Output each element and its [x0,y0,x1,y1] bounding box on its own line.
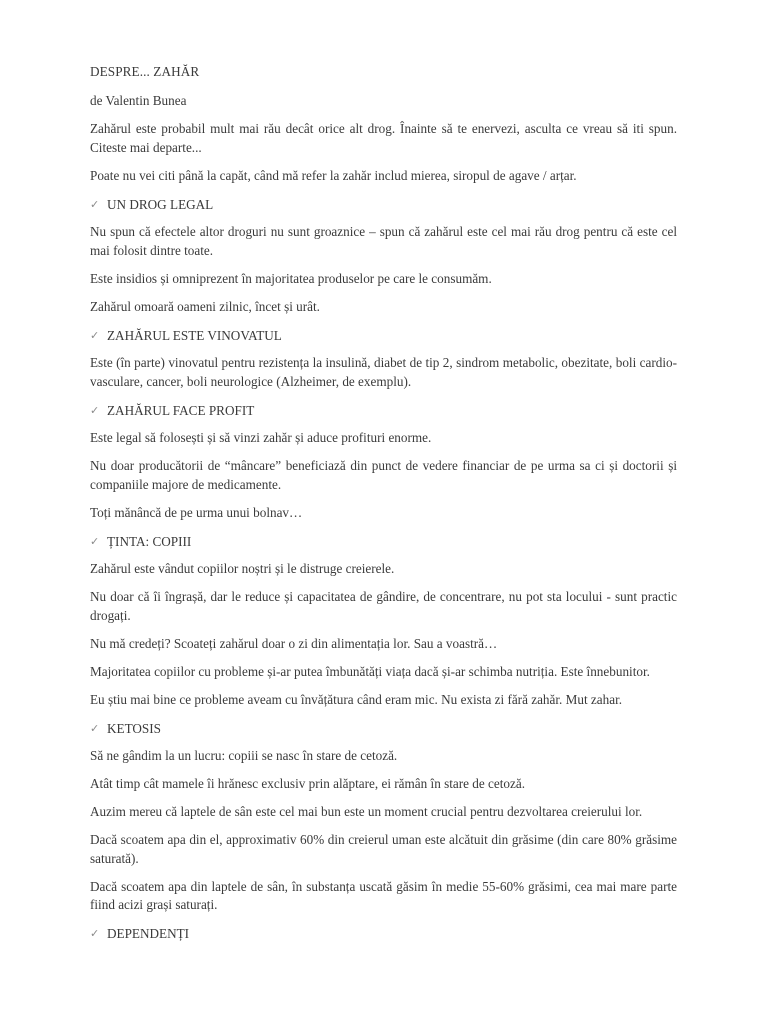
section-heading-dependenti [90,924,677,943]
paragraph: Este insidios și omniprezent în majoritatea produselor pe care le consumăm. [90,270,492,286]
paragraph: Este (în parte) vinovatul pentru rezistența la insulină, diabet de tip 2, sindrom metabolic, obezitate, boli cardio-vasculare, cancer, boli neurologice (Alzheimer, de exemplu). [90,355,677,389]
check-mark-icon: ✓ [90,403,100,417]
document-page [90,62,677,953]
document-title: DESPRE... ZAHĂR [90,64,200,79]
paragraph: Dacă scoatem apa din el, approximativ 60% din creierul uman este alcătuit din grăsime (din care 80% grăsime saturată). [90,832,677,866]
paragraph: Zahărul este vândut copiilor noștri și le distruge creierele. [90,561,395,576]
check-mark-icon: ✓ [90,328,100,342]
section-heading-copiii [90,532,677,551]
intro-paragraph-2: Poate nu vei citi până la capăt, când mă refer la zahăr includ mierea, siropul de agave / arțar. [90,167,577,183]
paragraph: Auzim mereu că laptele de sân este cel mai bun este un moment crucial pentru dezvoltarea creierului lor. [90,804,643,819]
section-heading-drog-legal [90,195,677,214]
paragraph: Zahărul omoară oameni zilnic, încet și urât. [90,298,320,314]
paragraph: Nu doar producătorii de “mâncare” beneficiază din punct de vedere financiar de pe urma sa ci și doctorii și companiile majore de medicamente. [90,458,677,492]
section-heading-label: DEPENDENȚI [107,926,190,941]
section-heading-ketosis [90,719,677,738]
check-mark-icon: ✓ [90,197,100,211]
paragraph: Toți mănâncă de pe urma unui bolnav… [90,504,303,520]
paragraph: Nu mă credeți? Scoateți zahărul doar o zi din alimentația lor. Sau a voastră… [90,635,498,651]
paragraph: Să ne gândim la un lucru: copiii se nasc în stare de cetoză. [90,748,398,763]
paragraph: Dacă scoatem apa din laptele de sân, în substanța uscată găsim în medie 55-60% grăsimi, cea mai mare parte fiind acizi grași saturați. [90,878,677,912]
paragraph: Eu știu mai bine ce probleme aveam cu învățătura când eram mic. Nu exista zi fără zahăr. Mut zahar. [90,691,623,707]
check-mark-icon: ✓ [90,534,100,548]
section-heading-profit [90,401,677,420]
paragraph: Este legal să folosești și să vinzi zahăr și aduce profituri enorme. [90,430,432,445]
check-mark-icon: ✓ [90,721,100,735]
section-heading-label: ZAHĂRUL FACE PROFIT [107,402,255,418]
intro-paragraph-1: Zahărul este probabil mult mai rău decât orice alt drog. Înainte să te enervezi, asculta ce vreau să iti spun. Citeste mai departe... [90,121,677,155]
section-heading-vinovatul [90,326,677,345]
paragraph: Majoritatea copiilor cu probleme și-ar putea îmbunătăți viața dacă și-ar schimba nutriția. Este înnebunitor. [90,663,650,679]
paragraph: Atât timp cât mamele îi hrănesc exclusiv prin alăptare, ei rămân în stare de cetoză. [90,776,525,791]
section-heading-label: KETOSIS [107,720,161,736]
section-heading-label: ZAHĂRUL ESTE VINOVATUL [107,327,282,343]
section-heading-label: ȚINTA: COPIII [107,533,192,549]
check-mark-icon: ✓ [90,927,100,940]
paragraph: Nu spun că efectele altor droguri nu sunt groaznice – spun că zahărul este cel mai rău drog pentru că este cel mai folosit dintre toate. [90,224,677,258]
section-heading-label: UN DROG LEGAL [107,196,214,212]
paragraph: Nu doar că îi îngrașă, dar le reduce și capacitatea de gândire, de concentrare, nu pot sta locului - sunt practic drogați. [90,589,677,623]
document-author: de Valentin Bunea [90,93,187,108]
